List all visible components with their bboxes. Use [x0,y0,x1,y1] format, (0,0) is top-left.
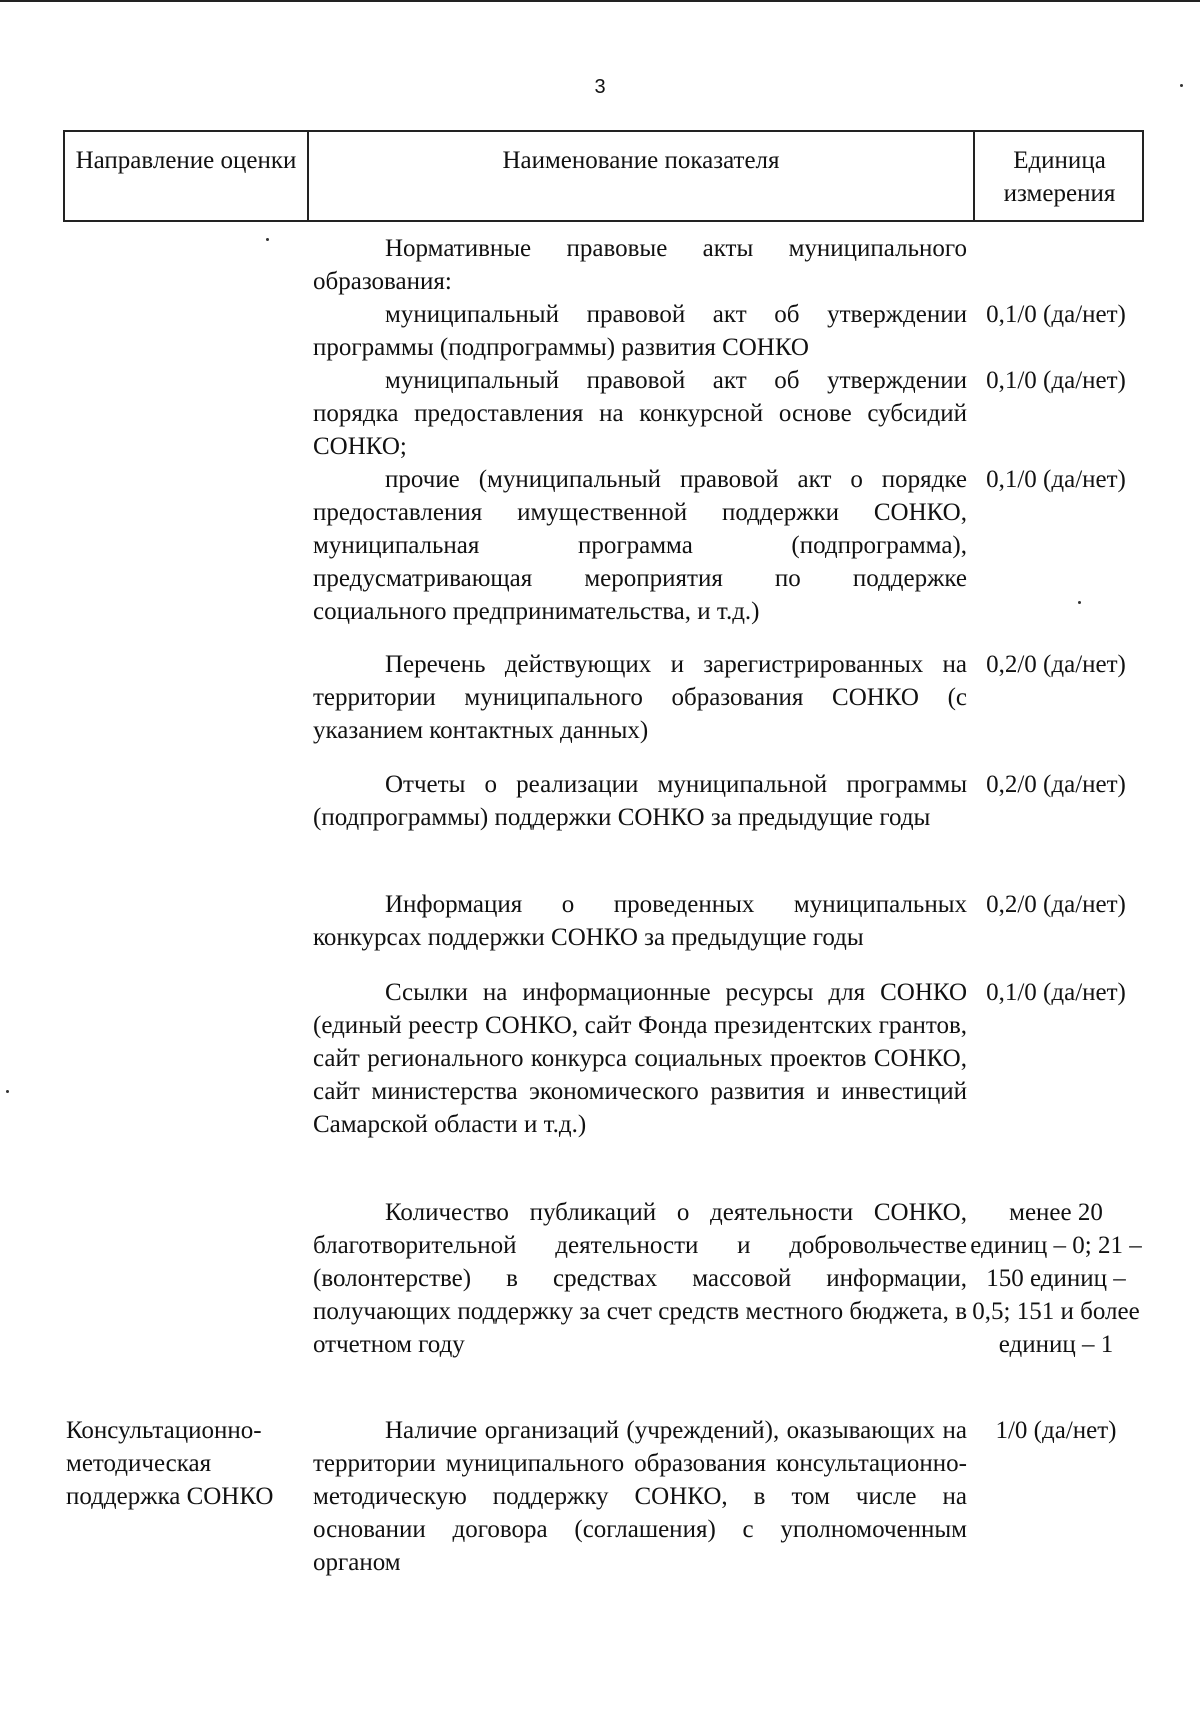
indicator-links [313,976,967,1141]
top-border-line [0,0,1200,2]
indicator-npa-1 [313,298,967,364]
indicator-reports [313,768,967,834]
scan-speck [266,238,269,241]
scan-speck [1180,84,1183,87]
indicator-publications [313,1196,967,1361]
scan-speck [6,1090,9,1093]
scan-speck [1078,601,1081,604]
direction-consulting: Консультационно-методическая поддержка СОНКО [66,1417,274,1510]
indicator-text: Наличие организаций (учреждений), оказывающих на территории муниципального образования консультационно-методическую поддержку СОНКО, в том числе на основании договора (соглашения) с уполномоченным органом [313,1417,967,1576]
indicator-text: Ссылки на информационные ресурсы для СОНКО (единый реестр СОНКО, сайт Фонда президентских грантов, сайт регионального конкурса социальных проектов СОНКО, сайт министерства экономического развития и инвестиций Самарской области и т.д.) [313,979,967,1138]
unit-npa-2: 0,1/0 (да/нет) [986,367,1126,394]
indicator-text: Перечень действующих и зарегистрированных на территории муниципального образования СОНКО (с указанием контактных данных) [313,651,967,744]
unit-publications: менее 20 единиц – 0; 21 – 150 единиц – 0,5; 151 и более единиц – 1 [970,1199,1142,1358]
indicator-consulting [313,1414,967,1579]
unit-consulting: 1/0 (да/нет) [995,1417,1117,1444]
indicator-text: Количество публикаций о деятельности СОНКО, благотворительной деятельности и добровольчестве (волонтерстве) в средствах массовой информации, получающих поддержку за счет средств местного бюджета, в отчетном году [313,1199,967,1358]
unit-contests: 0,2/0 (да/нет) [986,891,1126,918]
indicator-text: Нормативные правовые акты муниципального образования: [313,235,967,295]
indicator-npa-2 [313,364,967,463]
indicator-text: муниципальный правовой акт об утверждении программы (подпрограммы) развития СОНКО [313,301,967,361]
unit-sonko-list: 0,2/0 (да/нет) [986,651,1126,678]
header-unit: Единица измерения [1003,147,1116,207]
indicator-sonko-list [313,648,967,747]
page-number: 3 [594,76,606,98]
table-header [63,130,1144,222]
indicator-text: Информация о проведенных муниципальных конкурсах поддержки СОНКО за предыдущие годы [313,891,967,951]
unit-npa-1: 0,1/0 (да/нет) [986,301,1126,328]
indicator-text: прочие (муниципальный правовой акт о порядке предоставления имущественной поддержки СОНКО, муниципальная программа (подпрограмма), предусматривающая мероприятия по поддержке социального предпринимательства, и т.д.) [313,466,967,625]
indicator-contests [313,888,967,954]
indicator-text: Отчеты о реализации муниципальной программы (подпрограммы) поддержки СОНКО за предыдущие годы [313,771,967,831]
indicator-text: муниципальный правовой акт об утверждении порядка предоставления на конкурсной основе субсидий СОНКО; [313,367,967,460]
unit-npa-3: 0,1/0 (да/нет) [986,466,1126,493]
indicator-npa-intro [313,232,967,298]
unit-reports: 0,2/0 (да/нет) [986,771,1126,798]
unit-links: 0,1/0 (да/нет) [986,979,1126,1006]
header-indicator: Наименование показателя [309,132,975,220]
header-direction: Направление оценки [65,132,309,220]
indicator-npa-3 [313,463,967,628]
